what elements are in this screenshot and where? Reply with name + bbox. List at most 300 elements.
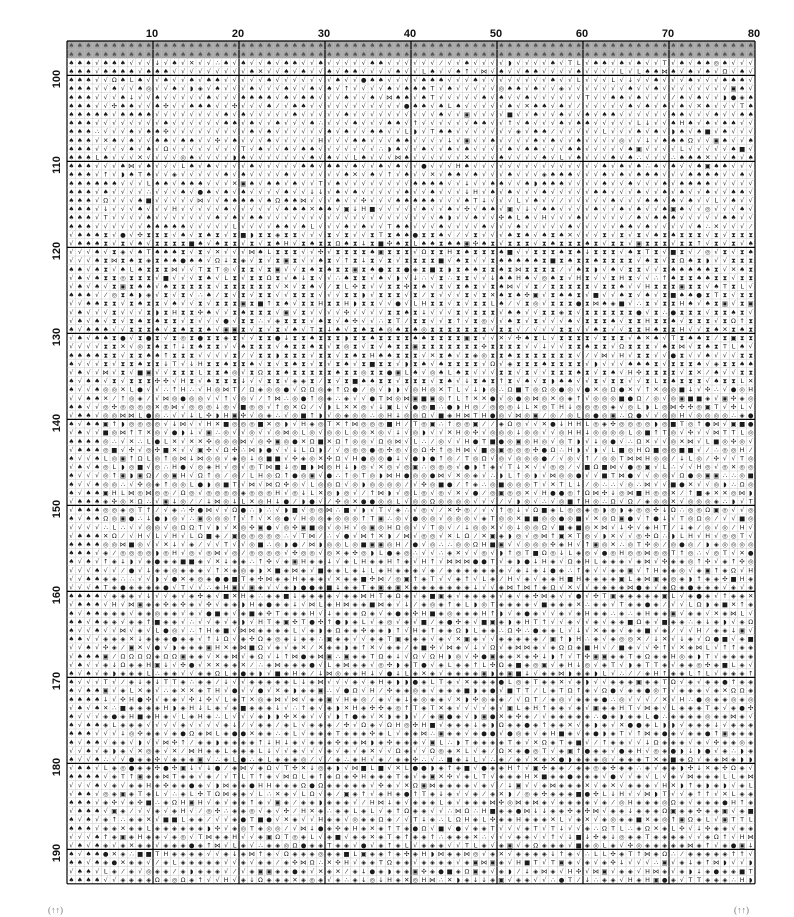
stitch-cell: ⧗ [602, 231, 607, 239]
stitch-cell: √ [190, 274, 195, 282]
stitch-cell: √ [645, 308, 650, 316]
stitch-cell: ◎ [524, 437, 530, 445]
stitch-cell: ∴ [147, 498, 151, 506]
stitch-cell: √ [121, 119, 126, 127]
stitch-cell: ♠ [352, 68, 358, 76]
stitch-cell: ◈ [103, 575, 108, 583]
stitch-cell: √ [663, 111, 668, 119]
stitch-cell: ⋈ [378, 489, 384, 497]
stitch-cell: ◎ [576, 506, 582, 514]
stitch-cell: ● [370, 498, 376, 506]
stitch-cell: √ [602, 205, 607, 213]
stitch-cell: ◎ [163, 489, 169, 497]
stitch-cell: ◎ [748, 429, 754, 437]
stitch-cell: ∴ [448, 274, 452, 282]
row-label-140: 140 [51, 411, 65, 435]
stitch-cell: ⧗ [525, 360, 530, 368]
stitch-cell: ◈ [241, 558, 246, 566]
stitch-cell: ◎ [335, 523, 341, 531]
stitch-cell: √ [568, 205, 573, 213]
stitch-cell: ∴ [671, 463, 675, 471]
stitch-cell: √ [190, 111, 195, 119]
stitch-cell: ↓ [318, 188, 323, 196]
stitch-cell: ♠ [722, 42, 728, 50]
stitch-cell: ◎ [223, 515, 229, 523]
stitch-cell: √ [714, 463, 719, 471]
stitch-cell: ⧗ [542, 308, 547, 316]
stitch-cell: ⧗ [172, 351, 177, 359]
stitch-cell: √ [448, 300, 453, 308]
stitch-cell: ● [137, 386, 143, 394]
stitch-cell: ⧗ [155, 300, 160, 308]
stitch-cell: √ [344, 119, 349, 127]
stitch-cell: ⧗ [456, 248, 461, 256]
stitch-cell: √ [568, 85, 573, 93]
stitch-cell: ⁄ [679, 489, 684, 497]
stitch-cell: √ [104, 93, 109, 101]
stitch-cell: √ [379, 102, 384, 110]
stitch-cell: ⁄ [146, 394, 151, 402]
stitch-cell: √ [293, 76, 298, 84]
stitch-cell: ♠ [722, 76, 728, 84]
stitch-cell: ♠ [576, 136, 582, 144]
stitch-cell: ⁄ [318, 532, 323, 540]
stitch-cell: ⋈ [515, 412, 521, 420]
stitch-cell: ⧗ [723, 317, 728, 325]
stitch-cell: ♠ [739, 85, 745, 93]
stitch-cell: ⧗ [602, 248, 607, 256]
stitch-cell: ↓ [189, 412, 194, 420]
stitch-cell: ▣ [533, 291, 539, 299]
stitch-cell: ♠ [180, 231, 186, 239]
stitch-cell: ♠ [154, 351, 160, 359]
stitch-cell: ◗ [594, 446, 598, 454]
stitch-cell: ♠ [662, 179, 668, 187]
stitch-cell: √ [276, 154, 281, 162]
stitch-cell: √ [276, 214, 281, 222]
stitch-cell: √ [155, 162, 160, 170]
stitch-cell: √ [551, 429, 556, 437]
stitch-cell: √ [155, 111, 160, 119]
stitch-cell: ◎ [542, 403, 548, 411]
stitch-cell: √ [654, 179, 659, 187]
stitch-cell: ◎ [516, 549, 522, 557]
stitch-cell: ⧗ [293, 369, 298, 377]
stitch-cell: ◎ [292, 412, 298, 420]
stitch-cell: √ [121, 308, 126, 316]
stitch-cell: ♠ [679, 205, 685, 213]
stitch-cell: ■ [438, 257, 444, 265]
stitch-cell: ♠ [86, 68, 92, 76]
stitch-cell: ♠ [344, 274, 350, 282]
stitch-cell: ♠ [352, 136, 358, 144]
stitch-cell: ▣ [730, 85, 736, 93]
stitch-cell: √ [78, 523, 83, 531]
stitch-cell: L [543, 334, 547, 342]
stitch-cell: ◎ [550, 412, 556, 420]
stitch-cell: ♠ [550, 76, 556, 84]
stitch-cell: ⧗ [740, 257, 745, 265]
stitch-cell: ↓ [559, 549, 564, 557]
stitch-cell: ♠ [705, 59, 711, 67]
stitch-cell: √ [602, 265, 607, 273]
stitch-cell: √ [439, 171, 444, 179]
stitch-cell: √ [86, 369, 91, 377]
stitch-cell: ⧗ [473, 248, 478, 256]
stitch-cell: √ [482, 188, 487, 196]
stitch-cell: √ [86, 480, 91, 488]
stitch-cell: √ [680, 171, 685, 179]
stitch-cell: ✣ [292, 455, 298, 463]
stitch-cell: L [517, 197, 521, 205]
stitch-cell: ♠ [636, 128, 642, 136]
stitch-cell: √ [181, 119, 186, 127]
stitch-cell: ⁄ [103, 291, 108, 299]
stitch-cell: ✕ [722, 489, 727, 497]
stitch-cell: √ [749, 205, 754, 213]
stitch-cell: √ [611, 171, 616, 179]
stitch-cell: ▣ [103, 420, 109, 428]
stitch-cell: √ [319, 171, 324, 179]
stitch-cell: Ω [267, 274, 272, 282]
stitch-cell: ◗ [474, 463, 478, 471]
stitch-cell: ⧗ [439, 300, 444, 308]
stitch-cell: L [663, 463, 667, 471]
stitch-cell: ◗ [319, 446, 323, 454]
stitch-cell: √ [129, 59, 134, 67]
stitch-cell: √ [121, 214, 126, 222]
stitch-cell: ◎ [490, 489, 496, 497]
stitch-cell: √ [215, 154, 220, 162]
stitch-cell: ⧗ [568, 360, 573, 368]
stitch-cell: ♠ [68, 455, 74, 463]
stitch-cell: ◎ [370, 455, 376, 463]
stitch-cell: √ [353, 102, 358, 110]
stitch-cell: ♠ [283, 93, 289, 101]
stitch-cell: ✣ [189, 506, 195, 514]
stitch-cell: √ [387, 102, 392, 110]
stitch-cell: ◎ [722, 412, 728, 420]
stitch-cell: ◗ [594, 360, 598, 368]
stitch-cell: H [422, 300, 427, 308]
stitch-cell: ◎ [327, 429, 333, 437]
stitch-cell: ◎ [705, 463, 711, 471]
stitch-cell: ● [284, 386, 290, 394]
stitch-cell: √ [559, 162, 564, 170]
stitch-cell: ✕ [671, 489, 676, 497]
stitch-cell: √ [585, 85, 590, 93]
stitch-cell: √ [370, 85, 375, 93]
stitch-cell: √ [422, 136, 427, 144]
stitch-cell: √ [198, 128, 203, 136]
stitch-cell: ♠ [103, 111, 109, 119]
row-label-120: 120 [51, 239, 65, 263]
stitch-cell: ♠ [223, 188, 229, 196]
stitch-cell: √ [129, 334, 134, 342]
stitch-cell: ♠ [352, 188, 358, 196]
stitch-cell: ♠ [713, 50, 719, 58]
stitch-cell: √ [301, 506, 306, 514]
stitch-cell: ⧗ [387, 283, 392, 291]
stitch-cell: ● [679, 541, 685, 549]
stitch-cell: √ [198, 317, 203, 325]
stitch-cell: ◎ [155, 429, 161, 437]
stitch-cell: ✕ [163, 541, 168, 549]
stitch-cell: √ [491, 171, 496, 179]
stitch-cell: ⧗ [232, 360, 237, 368]
stitch-cell: √ [164, 162, 169, 170]
stitch-cell: ✣ [636, 369, 642, 377]
stitch-cell: √ [516, 145, 521, 153]
stitch-cell: √ [620, 145, 625, 153]
stitch-cell: √ [104, 566, 109, 574]
stitch-cell: ♠ [94, 498, 100, 506]
stitch-cell: ◎ [473, 403, 479, 411]
stitch-cell: ✕ [610, 541, 615, 549]
stitch-cell: ⧗ [533, 351, 538, 359]
stitch-cell: H [619, 351, 624, 359]
stitch-cell: ♠ [68, 154, 74, 162]
stitch-cell: ◈ [155, 480, 160, 488]
stitch-cell: ♠ [361, 326, 367, 334]
stitch-cell: ♠ [524, 68, 530, 76]
stitch-cell: √ [594, 171, 599, 179]
stitch-cell: ⧗ [267, 283, 272, 291]
stitch-cell: ↑ [507, 549, 512, 557]
stitch-cell: √ [731, 68, 736, 76]
stitch-cell: ⁄ [585, 480, 590, 488]
stitch-cell: ⧗ [353, 334, 358, 342]
stitch-cell: √ [577, 308, 582, 316]
stitch-cell: ⁄ [456, 523, 461, 531]
stitch-cell: ■ [429, 403, 435, 411]
stitch-cell: ■ [189, 240, 195, 248]
stitch-cell: ▣ [636, 240, 642, 248]
stitch-cell: ⧗ [267, 343, 272, 351]
stitch-cell: √ [69, 575, 74, 583]
stitch-cell: ↑ [464, 480, 469, 488]
stitch-cell: ⧗ [439, 351, 444, 359]
stitch-cell: √ [448, 119, 453, 127]
stitch-cell: √ [740, 179, 745, 187]
stitch-cell: ◗ [603, 506, 607, 514]
stitch-cell: ♠ [146, 50, 152, 58]
stitch-cell: ↑ [344, 420, 349, 428]
stitch-cell: √ [387, 506, 392, 514]
stitch-cell: ● [404, 265, 410, 273]
stitch-cell: ♠ [593, 50, 599, 58]
stitch-cell: L [267, 248, 271, 256]
stitch-cell: ✕ [378, 463, 383, 471]
stitch-cell: √ [362, 188, 367, 196]
stitch-cell: ◎ [112, 480, 118, 488]
stitch-cell: ✣ [292, 523, 298, 531]
stitch-cell: ◎ [249, 489, 255, 497]
stitch-cell: √ [129, 188, 134, 196]
stitch-cell: √ [241, 248, 246, 256]
stitch-cell: √ [233, 128, 238, 136]
stitch-cell: √ [482, 154, 487, 162]
stitch-cell: √ [233, 343, 238, 351]
stitch-cell: ⋈ [171, 265, 177, 273]
stitch-cell: ♠ [301, 93, 307, 101]
stitch-cell: ⧗ [361, 283, 366, 291]
stitch-cell: L [379, 549, 383, 557]
stitch-cell: ♠ [481, 240, 487, 248]
stitch-cell: ⁄ [361, 489, 366, 497]
stitch-cell: √ [121, 300, 126, 308]
stitch-cell: √ [499, 59, 504, 67]
stitch-cell: √ [465, 119, 470, 127]
stitch-cell: ♠ [404, 85, 410, 93]
stitch-cell: ⋈ [283, 429, 289, 437]
stitch-cell: ▣ [120, 283, 126, 291]
stitch-cell: ● [361, 455, 367, 463]
stitch-cell: ♠ [68, 489, 74, 497]
stitch-cell: ■ [739, 515, 745, 523]
stitch-cell: ⧗ [138, 334, 143, 342]
stitch-cell: √ [473, 128, 478, 136]
stitch-cell: ♠ [129, 68, 135, 76]
stitch-cell: ⁄ [559, 412, 564, 420]
stitch-cell: √ [172, 291, 177, 299]
stitch-cell: √ [198, 68, 203, 76]
stitch-cell: ◎ [232, 437, 238, 445]
stitch-cell: ◎ [215, 386, 221, 394]
stitch-cell: ↓ [241, 377, 246, 385]
stitch-cell: ▣ [412, 343, 418, 351]
stitch-cell: ⧗ [525, 265, 530, 273]
stitch-cell: √ [164, 300, 169, 308]
stitch-cell: ⧗ [164, 231, 169, 239]
stitch-cell: √ [181, 59, 186, 67]
stitch-cell: L [654, 377, 658, 385]
stitch-cell: ♠ [688, 179, 694, 187]
stitch-cell: ⁄ [748, 222, 753, 230]
stitch-cell: √ [439, 68, 444, 76]
stitch-cell: ⁄ [275, 102, 280, 110]
stitch-cell: ◎ [456, 420, 462, 428]
stitch-cell: ⧗ [258, 326, 263, 334]
stitch-cell: √ [430, 489, 435, 497]
stitch-cell: ◈ [198, 566, 203, 574]
stitch-cell: ⧗ [103, 231, 108, 239]
stitch-cell: ⋈ [619, 472, 625, 480]
stitch-cell: ⧗ [465, 351, 470, 359]
stitch-cell: ♠ [533, 42, 539, 50]
stitch-cell: √ [688, 248, 693, 256]
stitch-cell: ⧗ [103, 274, 108, 282]
stitch-cell: ⋈ [610, 463, 616, 471]
stitch-cell: ⧗ [714, 343, 719, 351]
stitch-cell: H [568, 429, 573, 437]
stitch-cell: √ [69, 283, 74, 291]
stitch-cell: ◈ [499, 566, 504, 574]
stitch-cell: √ [740, 506, 745, 514]
stitch-cell: ↑ [696, 420, 701, 428]
stitch-cell: ◎ [636, 463, 642, 471]
stitch-cell: ♠ [679, 136, 685, 144]
stitch-cell: ◎ [705, 248, 711, 256]
stitch-cell: √ [198, 386, 203, 394]
stitch-cell: ◎ [309, 549, 315, 557]
stitch-cell: √ [215, 93, 220, 101]
stitch-cell: √ [267, 214, 272, 222]
stitch-cell: √ [413, 76, 418, 84]
stitch-cell: √ [482, 429, 487, 437]
stitch-cell: ⧗ [293, 317, 298, 325]
stitch-cell: √ [525, 506, 530, 514]
stitch-cell: √ [577, 231, 582, 239]
stitch-cell: ◎ [602, 455, 608, 463]
stitch-cell: ◎ [413, 386, 419, 394]
stitch-cell: ↓ [215, 403, 220, 411]
stitch-cell: ◎ [309, 506, 315, 514]
stitch-cell: √ [611, 222, 616, 230]
stitch-cell: ♠ [206, 42, 212, 50]
stitch-cell: ↑ [258, 558, 263, 566]
stitch-cell: √ [405, 437, 410, 445]
stitch-cell: ● [180, 463, 186, 471]
stitch-cell: √ [628, 93, 633, 101]
stitch-cell: √ [585, 291, 590, 299]
stitch-cell: √ [155, 76, 160, 84]
stitch-cell: ◎ [137, 343, 143, 351]
stitch-cell: √ [104, 128, 109, 136]
stitch-cell: √ [688, 566, 693, 574]
stitch-cell: ⧗ [645, 351, 650, 359]
stitch-cell: ♠ [447, 351, 453, 359]
stitch-cell: ✕ [198, 437, 203, 445]
stitch-cell: ◎ [430, 515, 436, 523]
stitch-cell: √ [654, 412, 659, 420]
stitch-cell: √ [663, 171, 668, 179]
stitch-cell: √ [147, 76, 152, 84]
stitch-cell: ♠ [326, 42, 332, 50]
stitch-cell: √ [336, 128, 341, 136]
stitch-cell: ⧗ [576, 360, 581, 368]
stitch-cell: ◎ [112, 412, 118, 420]
stitch-cell: ◎ [198, 394, 204, 402]
stitch-cell: ✣ [473, 429, 479, 437]
stitch-cell: ✣ [731, 437, 737, 445]
row-label-160: 160 [51, 583, 65, 607]
stitch-cell: ♠ [206, 188, 212, 196]
stitch-cell: ⧗ [353, 343, 358, 351]
stitch-cell: √ [379, 308, 384, 316]
stitch-cell: √ [663, 197, 668, 205]
stitch-cell: ⧗ [387, 360, 392, 368]
stitch-cell: √ [534, 498, 539, 506]
stitch-cell: √ [749, 197, 754, 205]
stitch-cell: √ [215, 102, 220, 110]
stitch-cell: ⁄ [404, 541, 409, 549]
stitch-cell: ◗ [706, 541, 710, 549]
stitch-cell: ⧗ [353, 240, 358, 248]
stitch-cell: √ [258, 377, 263, 385]
stitch-cell: ♠ [292, 102, 298, 110]
stitch-cell: T [378, 506, 383, 514]
stitch-cell: ♠ [266, 42, 272, 50]
stitch-cell: ■ [644, 429, 650, 437]
stitch-cell: ♠ [223, 111, 229, 119]
stitch-cell: ♠ [154, 343, 160, 351]
stitch-cell: √ [577, 463, 582, 471]
stitch-cell: ♠ [68, 437, 74, 445]
stitch-cell: T [670, 549, 675, 557]
stitch-cell: ♠ [206, 291, 212, 299]
stitch-cell: ♠ [154, 102, 160, 110]
